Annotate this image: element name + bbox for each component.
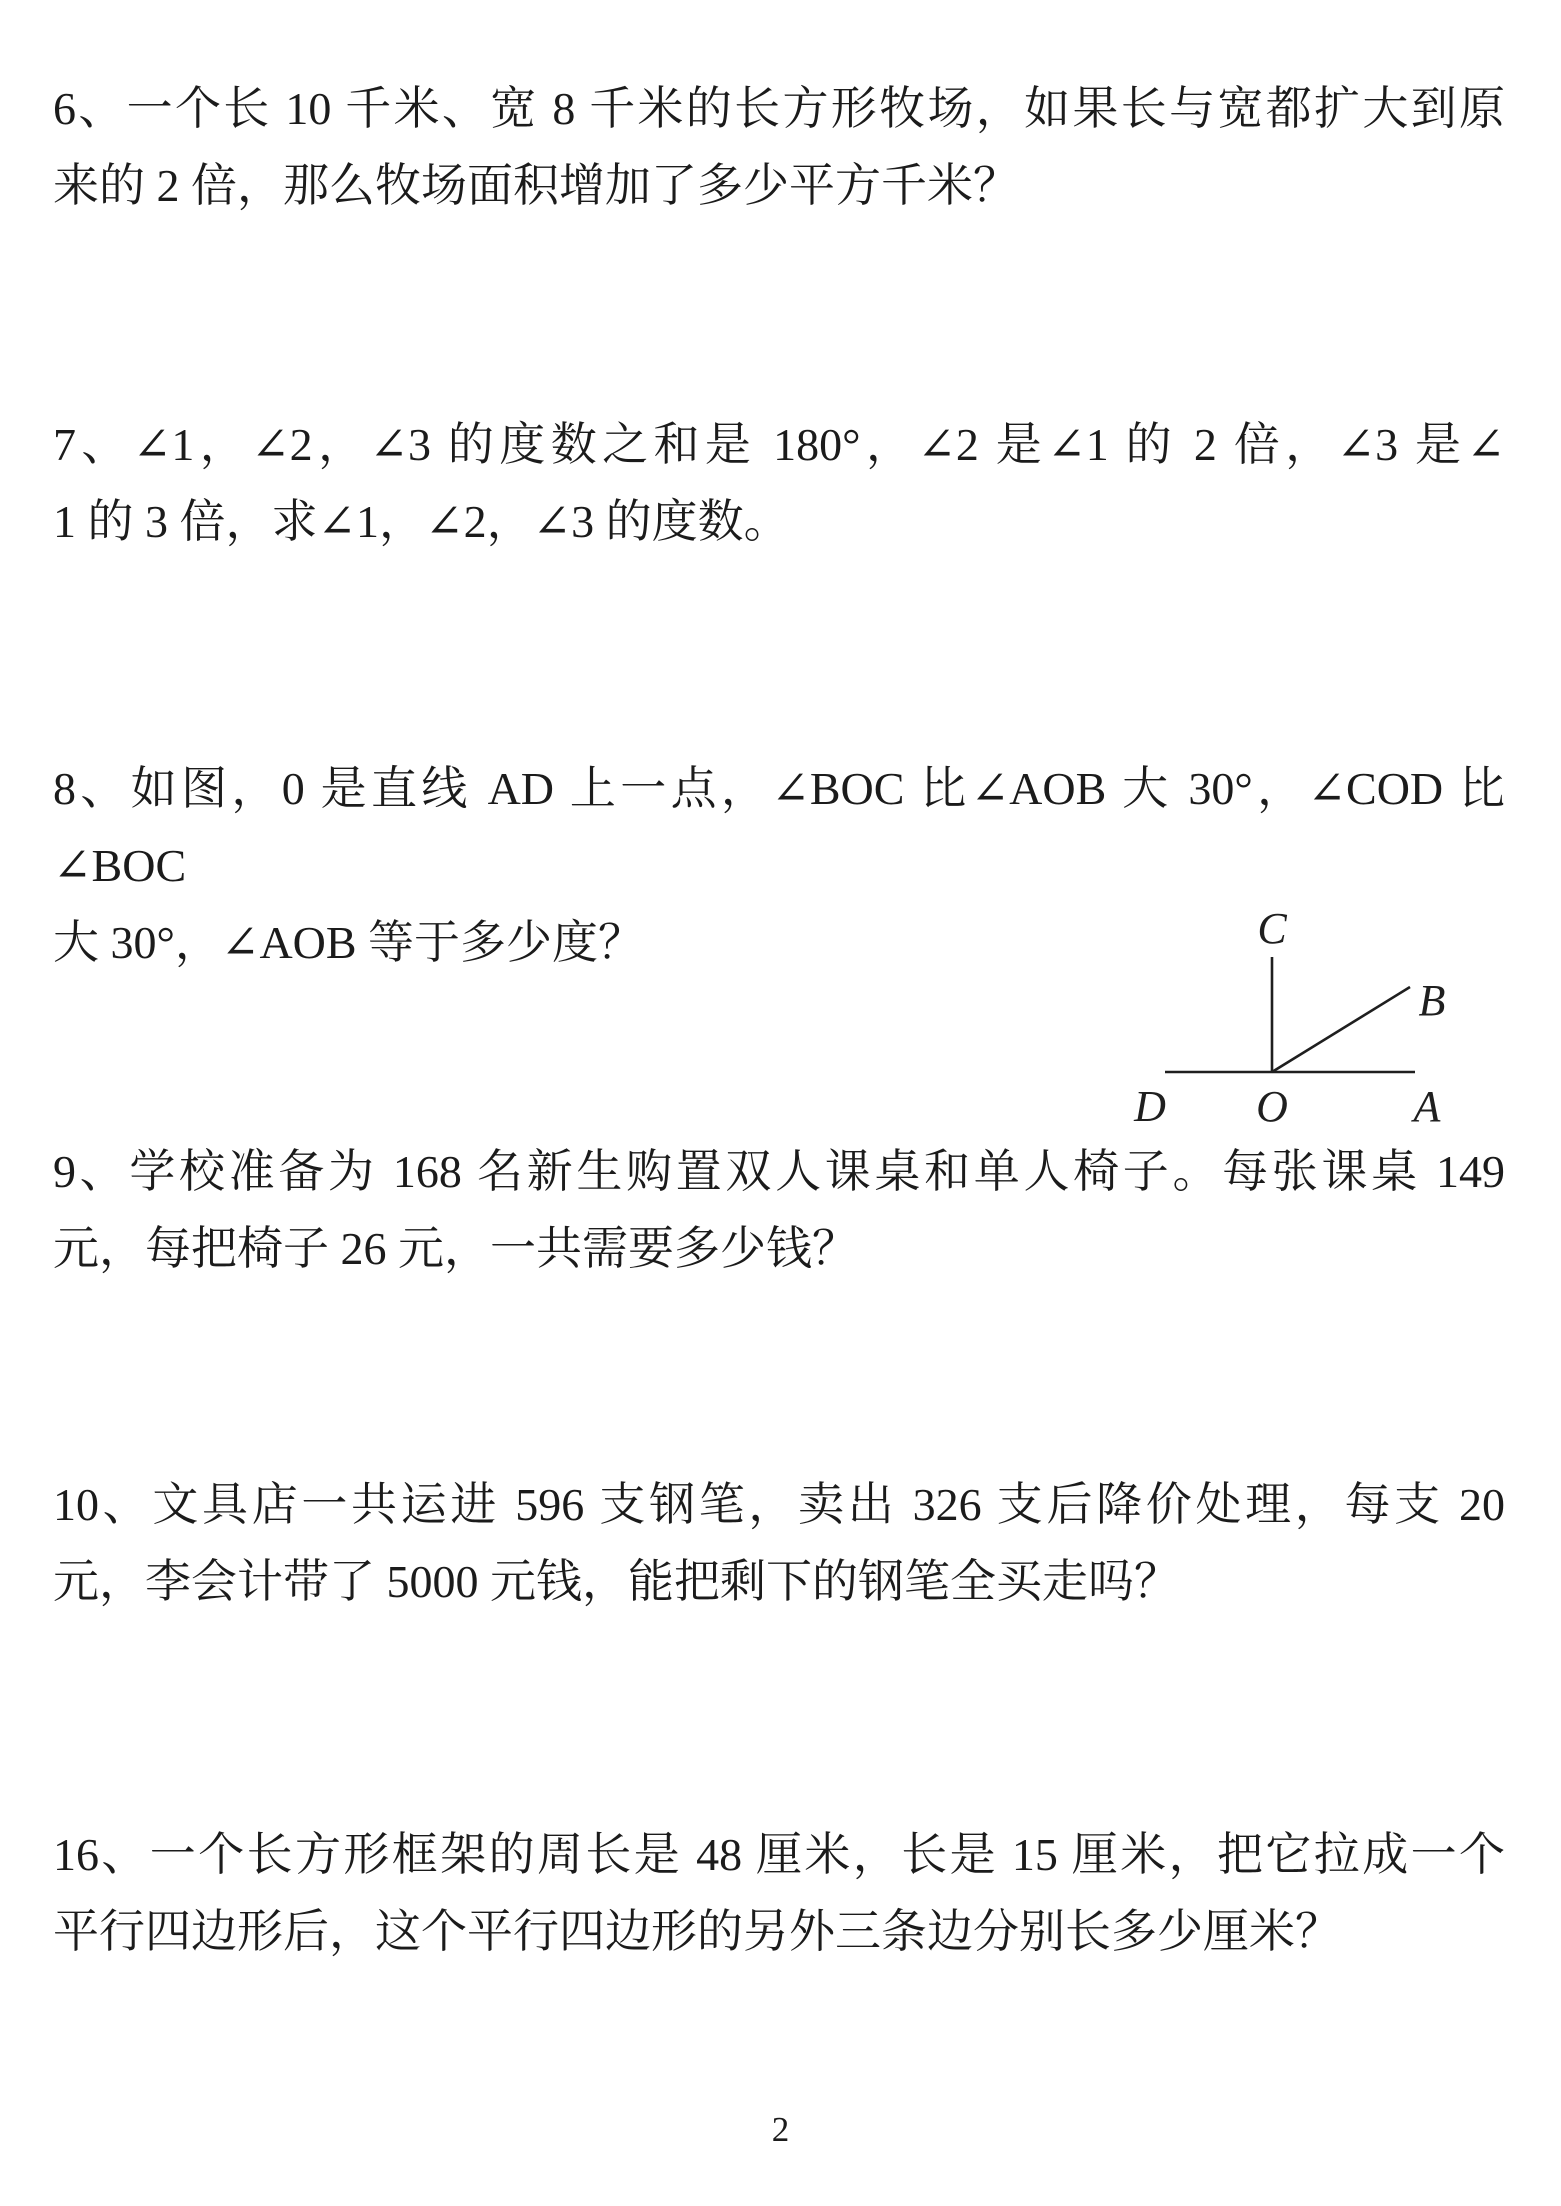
- problem-6-line-2: 来的 2 倍，那么牧场面积增加了多少平方千米？: [53, 160, 1019, 211]
- problem-16: [53, 1816, 1505, 1970]
- problem-10-line-1: 10、文具店一共运进 596 支钢笔，卖出 326 支后降价处理，每支 20: [53, 1479, 1505, 1530]
- diagram-ray-OB: [1272, 987, 1410, 1072]
- problem-10-line-2: 元，李会计带了 5000 元钱，能把剩下的钢笔全买走吗？: [53, 1556, 1180, 1607]
- problem-16-line-2: 平行四边形后，这个平行四边形的另外三条边分别长多少厘米？: [53, 1906, 1341, 1957]
- problem-8-line-2: 大 30°，∠AOB 等于多少度？: [53, 917, 645, 968]
- angle-diagram: [1120, 895, 1560, 1140]
- problem-10: [53, 1466, 1505, 1620]
- page-number: 2: [771, 2110, 790, 2149]
- diagram-label-a: A: [1413, 1082, 1441, 1131]
- problem-9-line-2: 元，每把椅子 26 元，一共需要多少钱？: [53, 1223, 858, 1274]
- problem-16-line-1: 16、一个长方形框架的周长是 48 厘米，长是 15 厘米，把它拉成一个: [53, 1829, 1505, 1880]
- diagram-label-c: C: [1257, 904, 1287, 953]
- problem-9-line-1: 9、学校准备为 168 名新生购置双人课桌和单人椅子。每张课桌 149: [53, 1146, 1505, 1197]
- problem-6: [53, 70, 1505, 224]
- diagram-label-b: B: [1418, 976, 1446, 1025]
- problem-7-line-1: 7、∠1，∠2，∠3 的度数之和是 180°，∠2 是∠1 的 2 倍，∠3 是∠: [53, 419, 1505, 470]
- diagram-label-d: D: [1134, 1082, 1166, 1131]
- diagram-label-o: O: [1256, 1082, 1288, 1131]
- problem-7: [53, 406, 1505, 560]
- problem-8-line-1: 8、如图，0 是直线 AD 上一点，∠BOC 比∠AOB 大 30°，∠COD 比∠BOC: [53, 763, 1505, 891]
- problem-9: [53, 1133, 1505, 1287]
- problem-6-line-1: 6、一个长 10 千米、宽 8 千米的长方形牧场，如果长与宽都扩大到原: [53, 83, 1505, 134]
- problem-7-line-2: 1 的 3 倍，求∠1，∠2，∠3 的度数。: [53, 496, 790, 547]
